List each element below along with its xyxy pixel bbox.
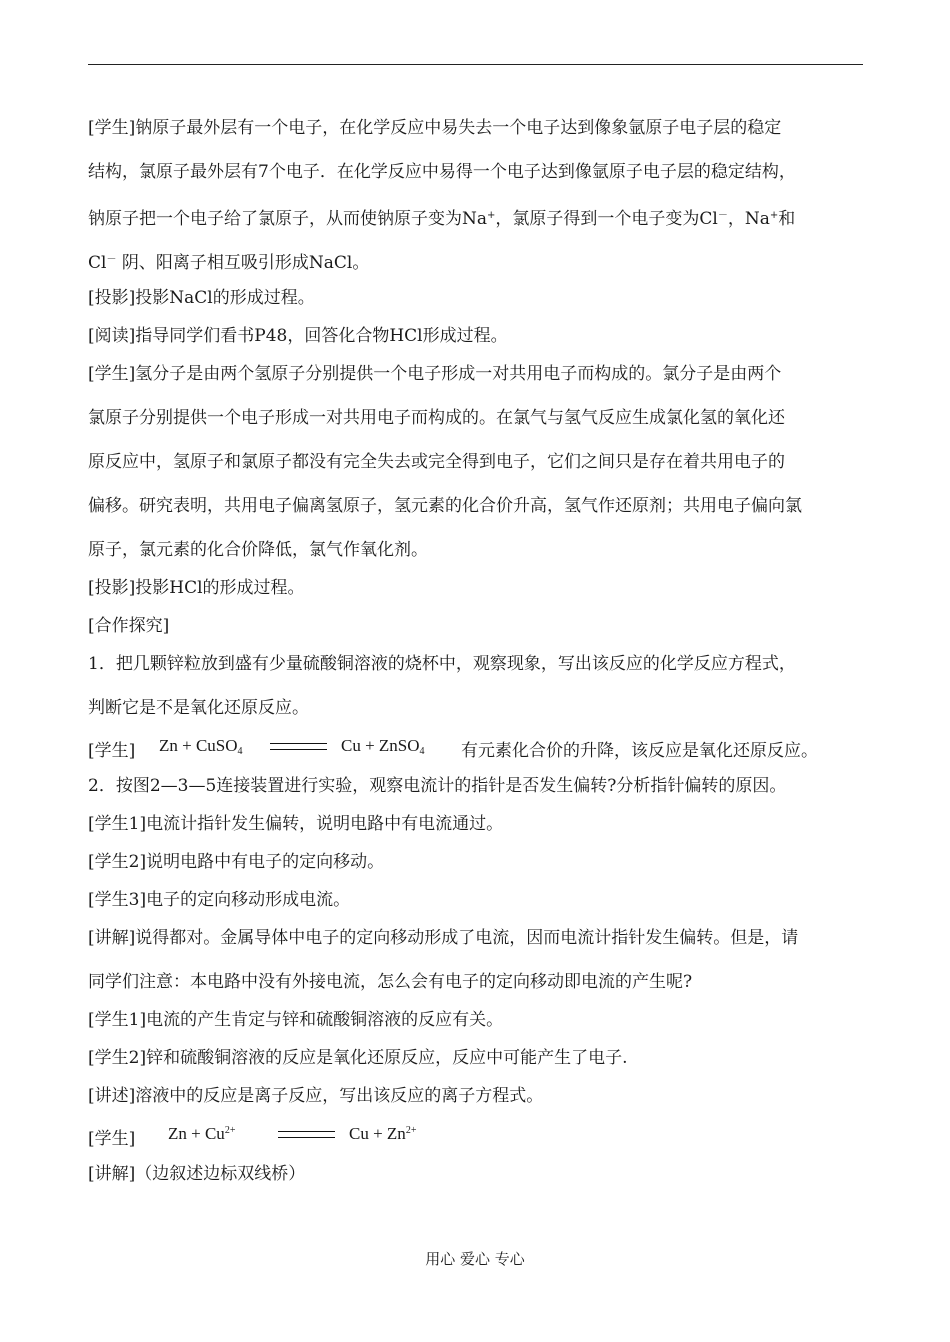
equation-row-1 — [88, 736, 868, 761]
text-line: [学生3]电子的定向移动形成电流。 — [88, 890, 351, 910]
text-line: [投影]投影HCl的形成过程。 — [88, 578, 305, 598]
text-line: [讲解]说得都对。金属导体中电子的定向移动形成了电流，因而电流计指针发生偏转。但是，请 — [88, 928, 799, 948]
text-line: 偏移。研究表明，共用电子偏离氢原子，氢元素的化合价升高，氢气作还原剂；共用电子偏向氯 — [88, 496, 802, 516]
equation-label: [学生] — [88, 1129, 136, 1149]
text-line: 原反应中，氢原子和氯原子都没有完全失去或完全得到电子，它们之间只是存在着共用电子的 — [88, 452, 785, 472]
text-line: Cl－ 阴、阳离子相互吸引形成NaCl。 — [88, 253, 370, 273]
text-line: 同学们注意：本电路中没有外接电流，怎么会有电子的定向移动即电流的产生呢? — [88, 972, 693, 992]
equation-right: Cu + ZnSO$_4$ — [341, 736, 425, 757]
text-line: 2．按图2—3—5连接装置进行实验，观察电流计的指针是否发生偏转?分析指针偏转的原因。 — [88, 776, 787, 796]
equation-row-2 — [88, 1124, 868, 1149]
text-line: 钠原子把一个电子给了氯原子，从而使钠原子变为Na+，氯原子得到一个电子变为Cl－，Na+和 — [88, 209, 796, 229]
double-line-arrow — [270, 743, 327, 750]
text-line: [投影]投影NaCl的形成过程。 — [88, 288, 315, 308]
text-line: [讲述]溶液中的反应是离子反应，写出该反应的离子方程式。 — [88, 1086, 544, 1106]
text-line: [学生]钠原子最外层有一个电子，在化学反应中易失去一个电子达到像象氩原子电子层的稳定 — [88, 118, 782, 138]
document-body — [88, 118, 868, 1184]
text-line: [学生2]说明电路中有电子的定向移动。 — [88, 852, 385, 872]
text-line: 结构，氯原子最外层有7个电子．在化学反应中易得一个电子达到像氩原子电子层的稳定结构， — [88, 162, 796, 182]
text-line: [讲解]（边叙述边标双线桥） — [88, 1164, 306, 1184]
text-line: [学生]氢分子是由两个氢原子分别提供一个电子形成一对共用电子而构成的。氯分子是由两个 — [88, 364, 782, 384]
equation-left: $Zn + Cu^{2+}$ — [168, 1124, 236, 1143]
text-line: [合作探究] — [88, 616, 170, 636]
text-line: [学生1]电流的产生肯定与锌和硫酸铜溶液的反应有关。 — [88, 1010, 504, 1030]
double-line-arrow — [278, 1131, 335, 1138]
text-line: 判断它是不是氧化还原反应。 — [88, 698, 309, 718]
text-line: 1．把几颗锌粒放到盛有少量硫酸铜溶液的烧杯中，观察现象，写出该反应的化学反应方程式， — [88, 654, 796, 674]
page-footer: 用心 爱心 专心 — [425, 1250, 525, 1268]
equation-note: 有元素化合价的升降，该反应是氧化还原反应。 — [461, 741, 818, 761]
text-line: [学生2]锌和硫酸铜溶液的反应是氧化还原反应，反应中可能产生了电子. — [88, 1048, 628, 1068]
equation-right: $Cu + Zn^{2+}$ — [349, 1124, 417, 1143]
text-line: 氯原子分别提供一个电子形成一对共用电子而构成的。在氯气与氢气反应生成氯化氢的氧化还 — [88, 408, 785, 428]
text-line: [阅读]指导同学们看书P48，回答化合物HCl形成过程。 — [88, 326, 508, 346]
equation-left: Zn + CuSO$_4$ — [159, 736, 243, 757]
text-line: 原子，氯元素的化合价降低，氯气作氧化剂。 — [88, 540, 428, 560]
header-rule — [88, 64, 863, 65]
equation-label: [学生] — [88, 741, 136, 761]
text-line: [学生1]电流计指针发生偏转，说明电路中有电流通过。 — [88, 814, 504, 834]
